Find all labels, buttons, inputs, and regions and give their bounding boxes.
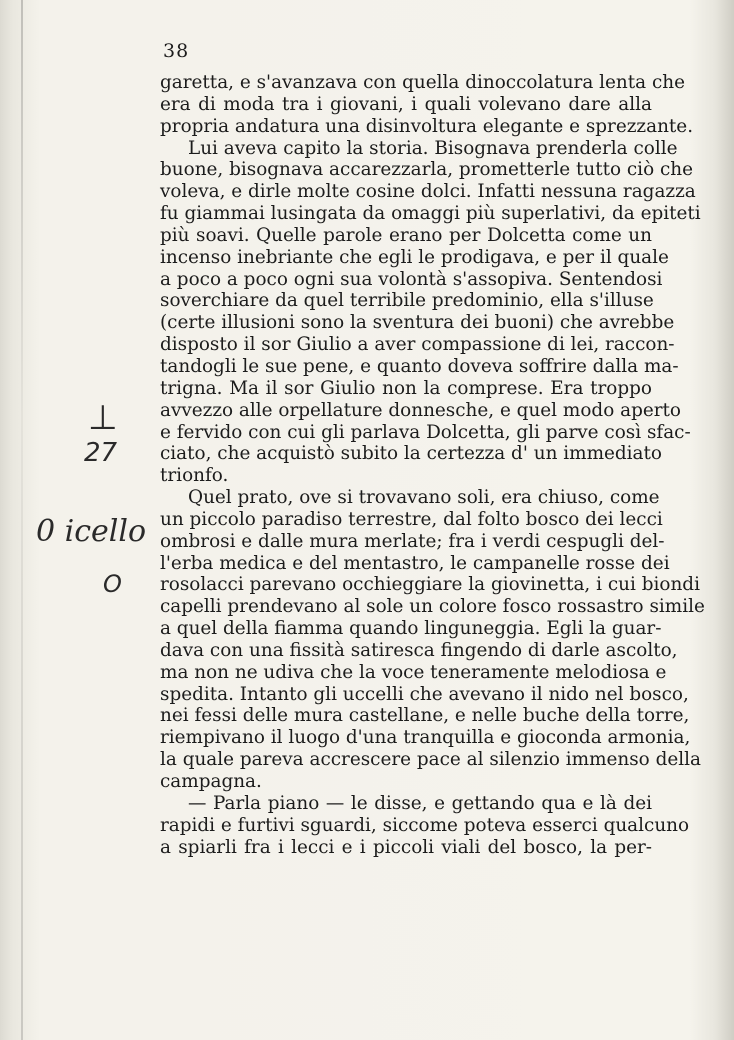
text-line: rapidi e furtivi sguardi, siccome poteva esserci qualcuno [160,814,690,836]
text-line: dava con una fissità satiresca fingendo di darle ascolto, [160,639,678,661]
binding-gutter [21,0,23,1040]
text-line: spedita. Intanto gli uccelli che avevano il nido nel bosco, [160,683,689,705]
text-line: soverchiare da quel terribile predominio, ella s'illuse [160,290,654,312]
text-line: l'erba medica e del mentastro, le campanelle rosse dei [160,552,670,574]
text-line: trionfo. [160,465,229,487]
text-line: ciato, che acquistò subito la certezza d' un immediato [160,443,662,465]
body-text [160,72,705,858]
margin-note-handwriting: 0 icello [36,514,147,549]
text-line: riempivano il luogo d'una tranquilla e gioconda armonia, [160,727,691,749]
text-line: buone, bisognava accarezzarla, prometterle tutto ciò che [160,159,694,181]
text-line: Lui aveva capito la storia. Bisognava prenderla colle [188,137,678,159]
text-line: propria andatura una disinvoltura elegante e sprezzante. [160,115,694,137]
text-line: voleva, e dirle molte cosine dolci. Infatti nessuna ragazza [160,181,696,203]
text-line: un piccolo paradiso terrestre, dal folto bosco dei lecci [160,508,663,530]
text-line: campagna. [160,771,262,792]
text-line: trigna. Ma il sor Giulio non la comprese. Era troppo [160,377,652,399]
text-line: rosolacci parevano occhieggiare la giovinetta, i cui biondi [160,574,700,596]
margin-note-number: 27 [84,438,118,468]
text-line: nei fessi delle mura castellane, e nelle buche della torre, [160,705,690,727]
text-line: garetta, e s'avanzava con quella dinoccolatura lenta che [160,72,685,93]
text-line: disposto il sor Giulio a aver compassione di lei, raccon- [160,334,675,356]
margin-note-mark: ⊥ [88,398,118,438]
text-line: capelli prendevano al sole un colore fosco rossastro simile [160,596,705,618]
page-number: 38 [163,40,190,62]
text-line: Quel prato, ove si trovavano soli, era chiuso, come [188,487,660,509]
text-line: ma non ne udiva che la voce teneramente melodiosa e [160,661,667,683]
text-line: incenso inebriante che egli le prodigava, e per il quale [160,246,669,268]
text-line: la quale pareva accrescere pace al silenzio immenso della [160,749,701,771]
text-line: era di moda tra i giovani, i quali volevano dare alla [160,93,652,115]
text-line: tandogli le sue pene, e quanto doveva soffrire dalla ma- [160,355,679,377]
text-line: ombrosi e dalle mura merlate; fra i verdi cespugli del- [160,530,665,552]
text-line: a quel della fiamma quando linguneggia. Egli la guar- [160,618,662,640]
text-line: avvezzo alle orpellature donnesche, e quel modo aperto [160,399,681,421]
margin-note-circle: O [103,570,122,598]
text-line: a spiarli fra i lecci e i piccoli viali del bosco, la per- [160,836,652,858]
text-line: (certe illusioni sono la sventura dei buoni) che avrebbe [160,312,675,334]
text-line: a poco a poco ogni sua volontà s'assopiva. Sentendosi [160,268,663,290]
text-line: e fervido con cui gli parlava Dolcetta, gli parve così sfac- [160,421,691,443]
text-line: più soavi. Quelle parole erano per Dolcetta come un [160,224,652,246]
text-line: — Parla piano — le disse, e gettando qua e là dei [188,792,652,814]
text-line: fu giammai lusingata da omaggi più superlativi, da epiteti [160,203,701,225]
